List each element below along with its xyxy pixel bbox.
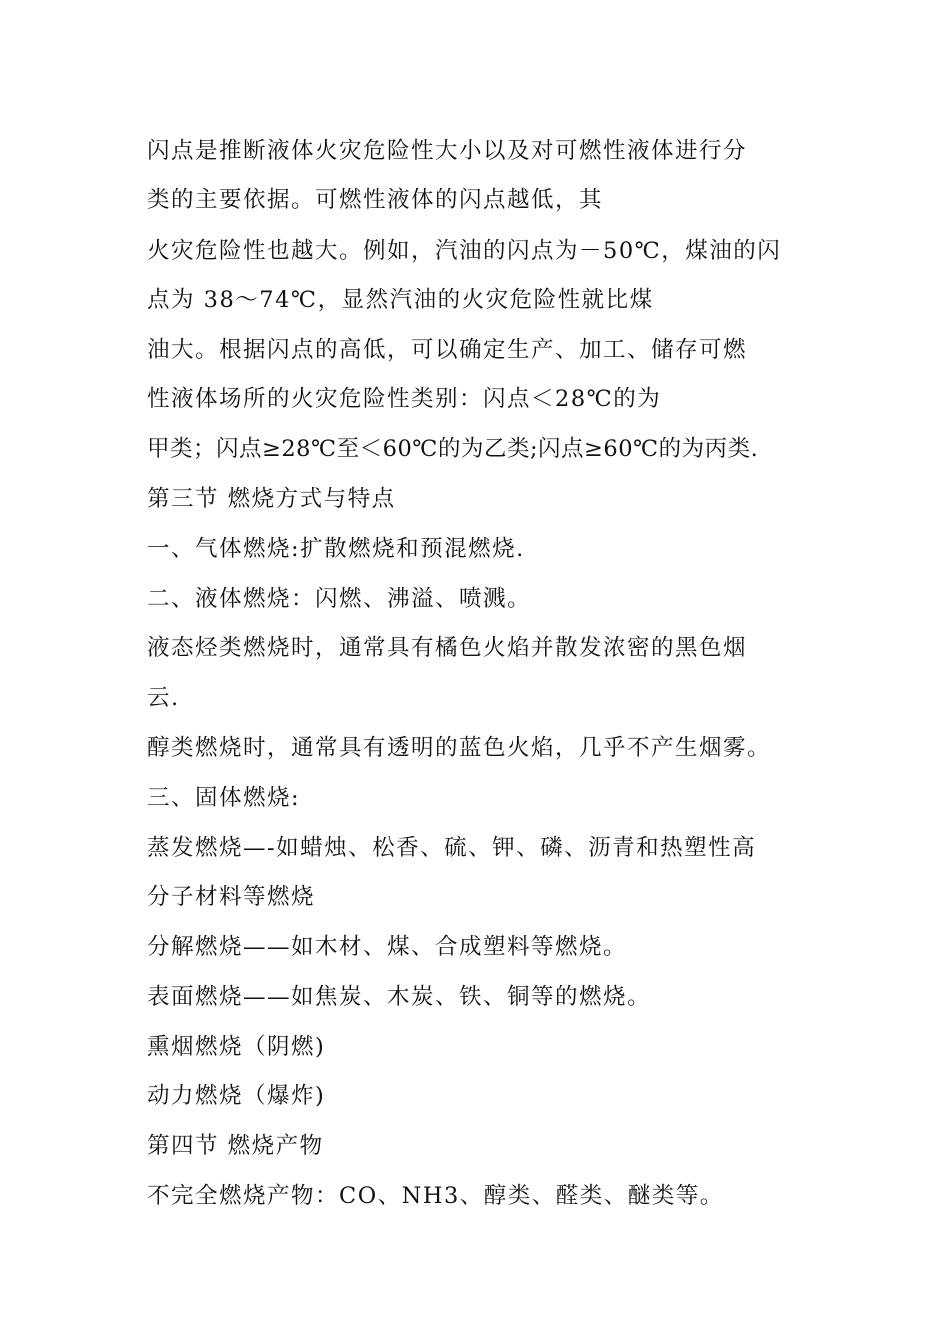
- text-line: 分解燃烧——如木材、煤、合成塑料等燃烧。: [147, 934, 628, 960]
- text-line: 分子材料等燃烧: [147, 884, 316, 910]
- text-line: 闪点是推断液体火灾危险性大小以及对可燃性液体进行分: [147, 138, 748, 164]
- text-line: 油大。根据闪点的高低，可以确定生产、加工、储存可燃: [147, 337, 748, 363]
- text-line: 二、液体燃烧：闪燃、沸溢、喷溅。: [147, 586, 532, 612]
- text-line: 蒸发燃烧—-如蜡烛、松香、硫、钾、磷、沥青和热塑性高: [147, 835, 757, 861]
- text-line: 甲类；闪点≥28℃至＜60℃的为乙类;闪点≥60℃的为丙类.: [147, 436, 759, 462]
- text-line: 云.: [147, 685, 180, 711]
- text-line: 不完全燃烧产物：CO、NH3、醇类、醛类、醚类等。: [147, 1183, 724, 1209]
- text-line: 三、固体燃烧:: [147, 785, 301, 811]
- section-heading: 第三节 燃烧方式与特点: [147, 486, 396, 512]
- text-line: 表面燃烧——如焦炭、木炭、铁、铜等的燃烧。: [147, 984, 652, 1010]
- text-line: 火灾危险性也越大。例如，汽油的闪点为－50℃，煤油的闪: [147, 238, 782, 264]
- section-heading: 第四节 燃烧产物: [147, 1133, 324, 1159]
- text-line: 熏烟燃烧（阴燃): [147, 1034, 326, 1060]
- text-line: 性液体场所的火灾危险性类别：闪点＜28℃的为: [147, 386, 662, 412]
- text-line: 液态烃类燃烧时，通常具有橘色火焰并散发浓密的黑色烟: [147, 635, 748, 661]
- text-line: 一、气体燃烧:扩散燃烧和预混燃烧.: [147, 536, 525, 562]
- text-line: 醇类燃烧时，通常具有透明的蓝色火焰，几乎不产生烟雾。: [147, 735, 772, 761]
- text-line: 点为 38～74℃，显然汽油的火灾危险性就比煤: [147, 287, 654, 313]
- text-line: 类的主要依据。可燃性液体的闪点越低，其: [147, 187, 604, 213]
- text-line: 动力燃烧（爆炸): [147, 1083, 326, 1109]
